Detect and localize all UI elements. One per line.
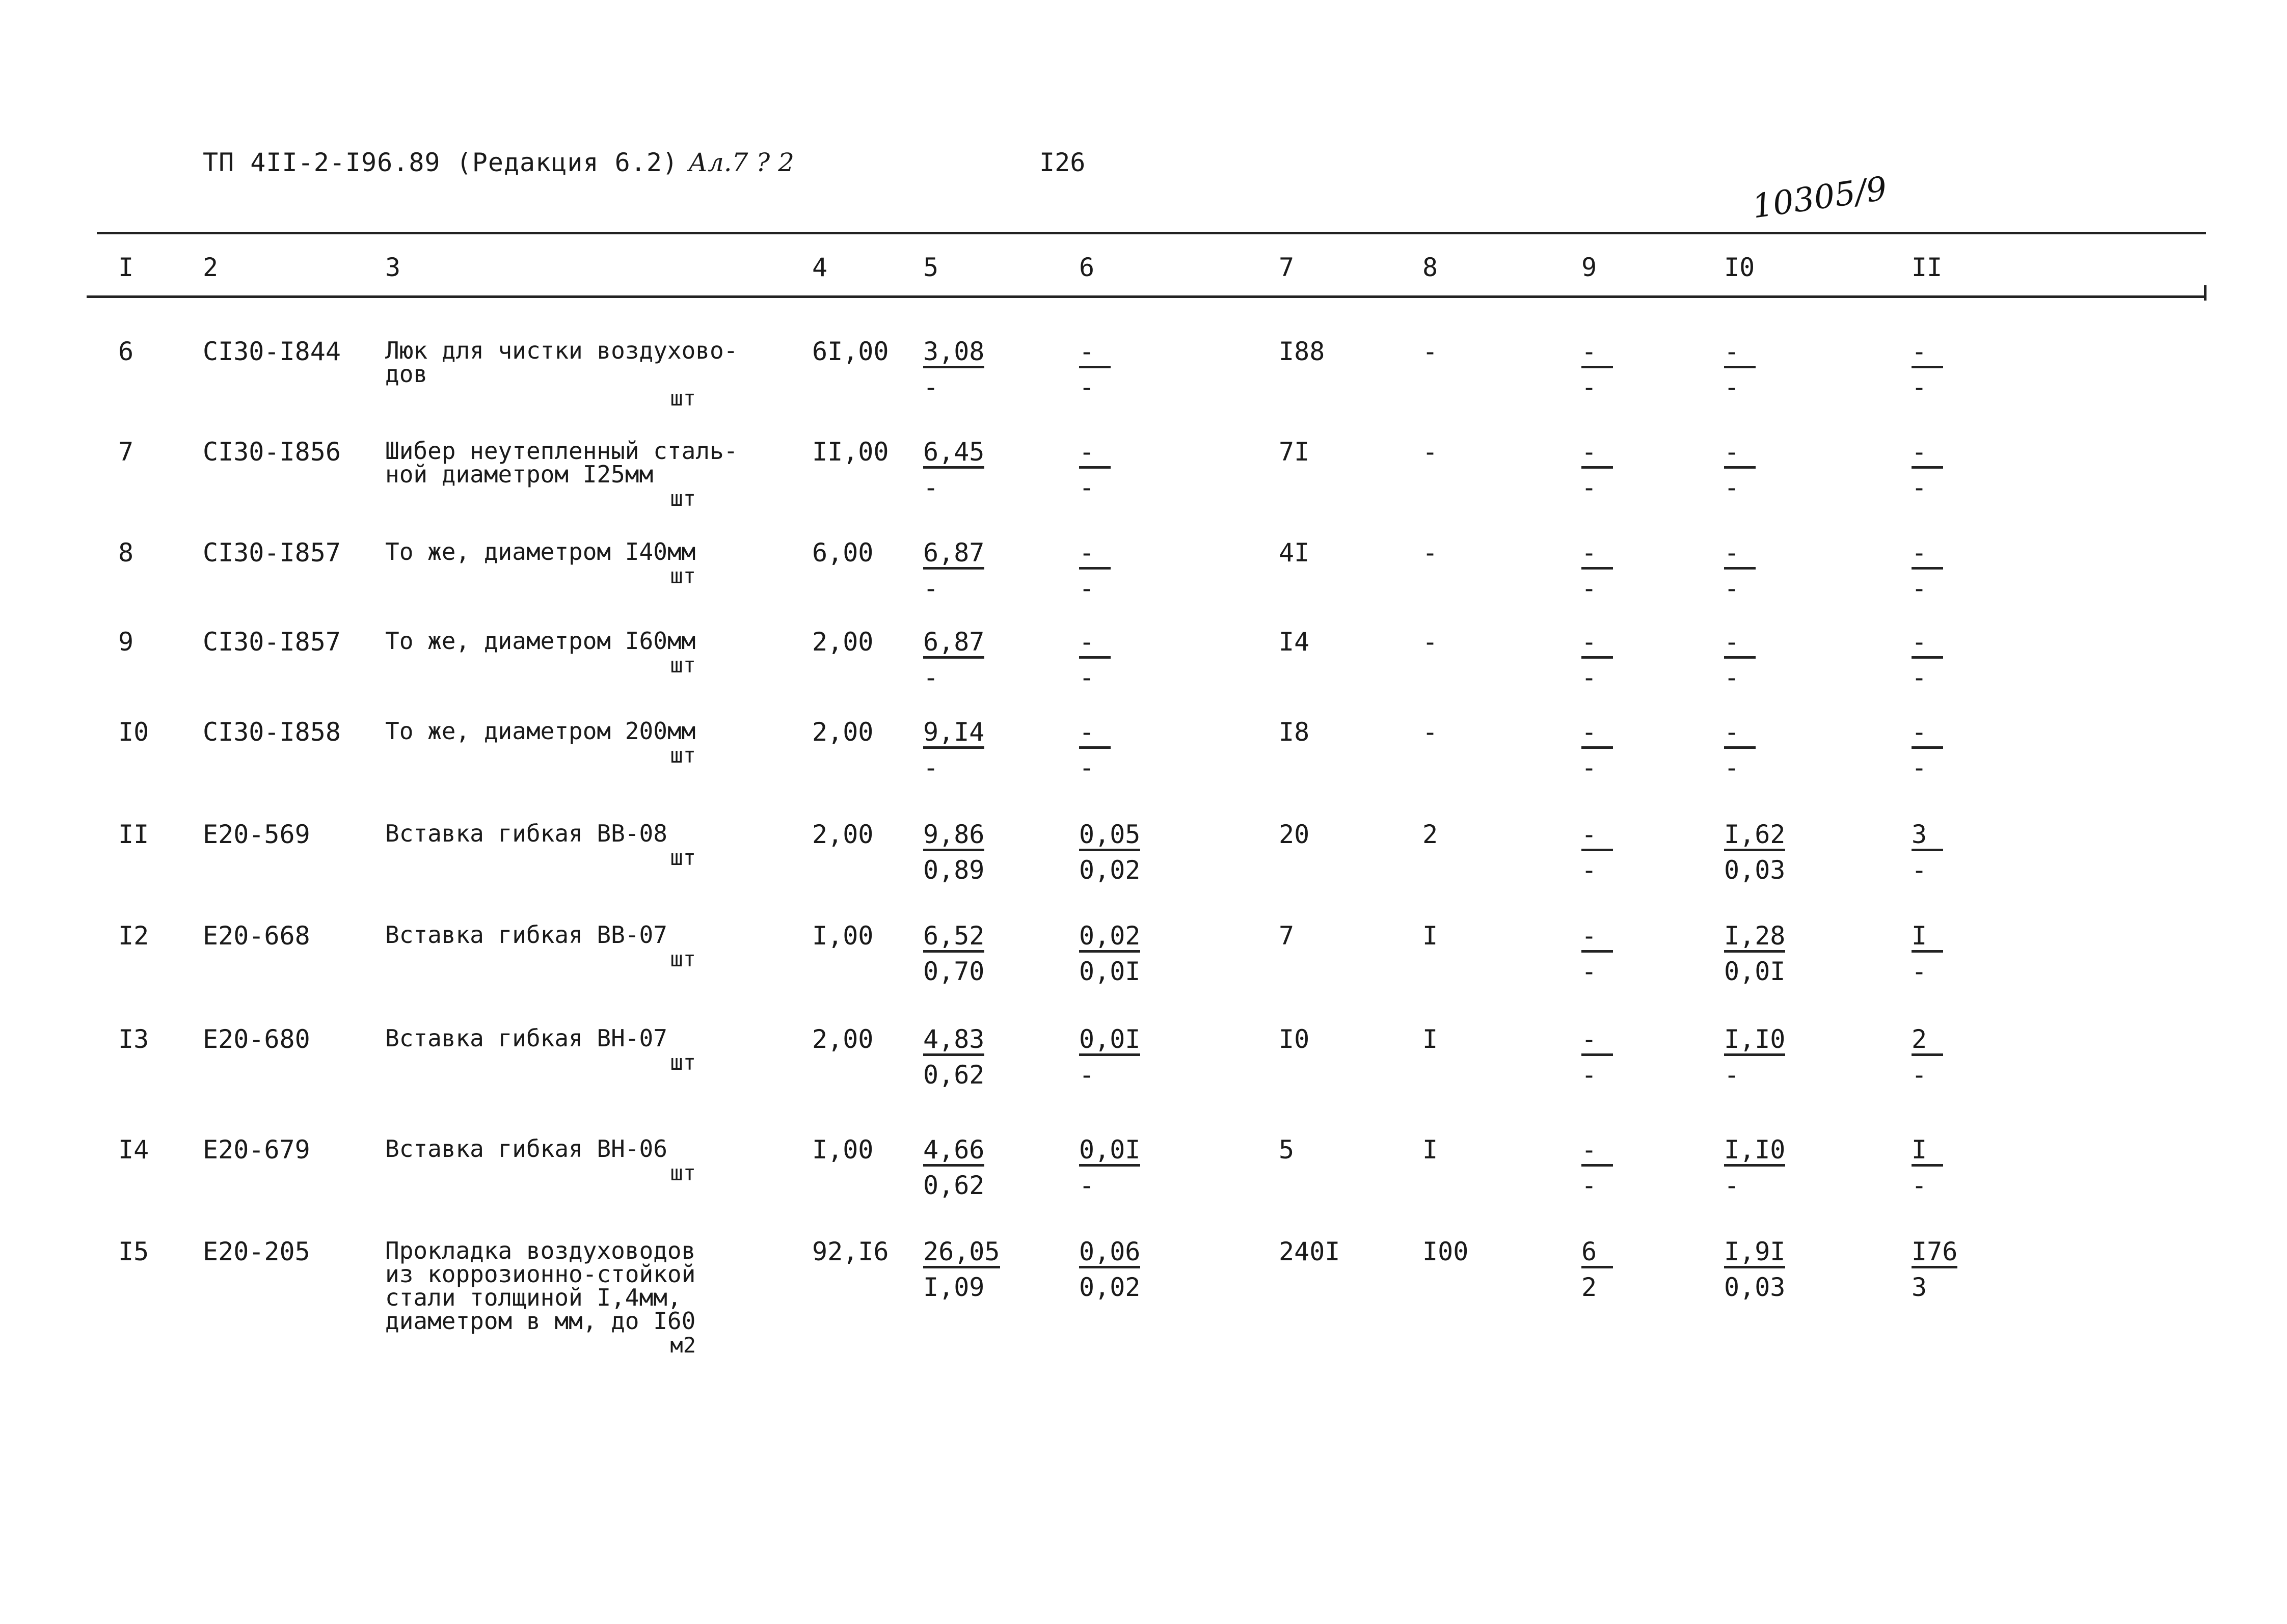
row-number: 6 <box>118 337 134 366</box>
col6-value: - - <box>1079 540 1111 601</box>
description-line: То же, диаметром I40мм <box>385 538 696 565</box>
unit-of-measure: шт <box>670 845 696 870</box>
col6-value: - - <box>1079 339 1111 400</box>
row-number: 8 <box>118 538 134 567</box>
col10-value: I,I0 - <box>1724 1024 1786 1090</box>
description-line: Прокладка воздуховодов <box>385 1237 696 1264</box>
col8-value: - <box>1422 717 1438 747</box>
quantity: 92,I6 <box>812 1237 889 1266</box>
resource-code: E20-569 <box>203 820 310 849</box>
col5-value: 6,87 - <box>923 538 985 603</box>
resource-code: E20-680 <box>203 1024 310 1054</box>
unit-of-measure: шт <box>670 386 696 411</box>
col6-value: $\frac{0,06}{0,02}$ <box>1079 1237 1141 1302</box>
col5-value: 6,45 - <box>923 437 985 502</box>
row-number: I0 <box>118 717 149 747</box>
col11-value: I - <box>1912 1137 1943 1198</box>
unit-of-measure: шт <box>670 563 696 588</box>
column-header: 9 <box>1581 253 1597 282</box>
table-top-rule <box>97 232 2206 234</box>
col10-value: - - <box>1724 540 1756 601</box>
resource-code: CI30-I857 <box>203 627 341 657</box>
resource-code: E20-668 <box>203 921 310 951</box>
quantity: I,00 <box>812 921 874 951</box>
handwritten-stamp: 10305/9 <box>1750 170 1890 226</box>
resource-code: CI30-I857 <box>203 538 341 567</box>
unit-of-measure: шт <box>670 1160 696 1185</box>
col5-value: $\frac{9,86}{0,89}$ <box>923 820 985 885</box>
quantity: 2,00 <box>812 820 874 849</box>
col8-value: I <box>1422 1024 1438 1054</box>
col9-value: - - <box>1581 629 1613 690</box>
col5-value: 3,08 - <box>923 337 985 402</box>
description-line: Вставка гибкая ВН-06 <box>385 1135 667 1162</box>
quantity: 2,00 <box>812 627 874 657</box>
col10-value: $\frac{I,9I}{0,03}$ <box>1724 1237 1786 1302</box>
description-line: Вставка гибкая ВН-07 <box>385 1024 667 1052</box>
col5-value: $\frac{6,52}{0,70}$ <box>923 921 985 986</box>
resource-code: CI30-I856 <box>203 437 341 467</box>
col6-value: - - <box>1079 439 1111 500</box>
resource-description <box>385 540 701 588</box>
column-header: II <box>1912 253 1943 282</box>
column-header: 8 <box>1422 253 1438 282</box>
row-number: I5 <box>118 1237 149 1266</box>
description-line: Вставка гибкая ВВ-08 <box>385 820 667 847</box>
col7-value: 240I <box>1279 1237 1340 1266</box>
description-line: стали толщиной I,4мм, <box>385 1284 682 1311</box>
quantity: 6I,00 <box>812 337 889 366</box>
col7-value: 20 <box>1279 820 1310 849</box>
col7-value: I0 <box>1279 1024 1310 1054</box>
col11-value: - - <box>1912 339 1943 400</box>
page-number: I26 <box>1039 148 1086 177</box>
quantity: II,00 <box>812 437 889 467</box>
description-line: То же, диаметром I60мм <box>385 627 696 655</box>
col8-value: I00 <box>1422 1237 1469 1266</box>
column-header: 7 <box>1279 253 1295 282</box>
quantity: 2,00 <box>812 717 874 747</box>
resource-description <box>385 437 738 511</box>
resource-code: E20-205 <box>203 1237 310 1266</box>
col7-value: 5 <box>1279 1135 1295 1165</box>
col11-value: 2 - <box>1912 1026 1943 1088</box>
row-number: I2 <box>118 921 149 951</box>
col11-value: - - <box>1912 540 1943 601</box>
resource-description <box>385 923 701 971</box>
description-line: ной диаметром I25мм <box>385 461 654 488</box>
col10-value: $\frac{I,28}{0,0I}$ <box>1724 921 1786 986</box>
row-number: II <box>118 820 149 849</box>
col7-value: I4 <box>1279 627 1310 657</box>
unit-of-measure: м2 <box>670 1333 696 1358</box>
column-header: 6 <box>1079 253 1095 282</box>
col9-value: - - <box>1581 540 1613 601</box>
col8-value: 2 <box>1422 820 1438 849</box>
resource-code: CI30-I844 <box>203 337 341 366</box>
col7-value: 7 <box>1279 921 1295 951</box>
col8-value: - <box>1422 538 1438 567</box>
row-number: I4 <box>118 1135 149 1165</box>
col9-value: - - <box>1581 923 1613 984</box>
col9-value: - - <box>1581 719 1613 780</box>
description-line: Шибер неутепленный сталь- <box>385 437 738 465</box>
col6-value: $\frac{0,02}{0,0I}$ <box>1079 921 1141 986</box>
resource-code: CI30-I858 <box>203 717 341 747</box>
description-line: диаметром в мм, до I60 <box>385 1307 696 1335</box>
col9-value: $\frac{6}{2}$ <box>1581 1239 1613 1300</box>
col8-value: I <box>1422 1135 1438 1165</box>
quantity: 6,00 <box>812 538 874 567</box>
col10-value: $\frac{I,62}{0,03}$ <box>1724 820 1786 885</box>
description-line: Люк для чистки воздухово- <box>385 337 738 364</box>
col9-value: - - <box>1581 822 1613 883</box>
resource-description <box>385 1239 701 1357</box>
col6-value: 0,0I - <box>1079 1135 1141 1200</box>
col6-value: 0,0I - <box>1079 1024 1141 1090</box>
col7-value: 7I <box>1279 437 1310 467</box>
description-line: То же, диаметром 200мм <box>385 717 696 745</box>
col9-value: - - <box>1581 1026 1613 1088</box>
unit-of-measure: шт <box>670 1050 696 1075</box>
unit-of-measure: шт <box>670 486 696 511</box>
col11-value: - - <box>1912 629 1943 690</box>
row-number: I3 <box>118 1024 149 1054</box>
rule-end-tick <box>2204 285 2207 301</box>
col5-value: 9,I4 - <box>923 717 985 782</box>
col5-value: $\frac{4,83}{0,62}$ <box>923 1024 985 1090</box>
column-header: I0 <box>1724 253 1755 282</box>
row-number: 9 <box>118 627 134 657</box>
description-line: Вставка гибкая ВВ-07 <box>385 921 667 949</box>
col10-value: - - <box>1724 439 1756 500</box>
col8-value: - <box>1422 627 1438 657</box>
unit-of-measure: шт <box>670 743 696 768</box>
resource-description <box>385 822 701 870</box>
resource-description <box>385 337 738 411</box>
description-line: дов <box>385 360 428 388</box>
column-header: 5 <box>923 253 939 282</box>
col5-value: $\frac{26,05}{I,09}$ <box>923 1237 1000 1302</box>
quantity: I,00 <box>812 1135 874 1165</box>
col10-value: - - <box>1724 339 1756 400</box>
col11-value: 3 - <box>1912 822 1943 883</box>
col5-value: 6,87 - <box>923 627 985 692</box>
document-code: ТП 4II-2-I96.89 (Редакция 6.2) <box>203 148 679 177</box>
col6-value: $\frac{0,05}{0,02}$ <box>1079 820 1141 885</box>
resource-description <box>385 719 701 767</box>
quantity: 2,00 <box>812 1024 874 1054</box>
col6-value: - - <box>1079 719 1111 780</box>
col11-value: - - <box>1912 719 1943 780</box>
col5-value: $\frac{4,66}{0,62}$ <box>923 1135 985 1200</box>
unit-of-measure: шт <box>670 653 696 678</box>
handwritten-reference: Ал.7 ? 2 <box>688 148 794 177</box>
col10-value: - - <box>1724 629 1756 690</box>
column-header: 2 <box>203 253 219 282</box>
col11-value: - - <box>1912 439 1943 500</box>
col7-value: I88 <box>1279 337 1325 366</box>
col6-value: - - <box>1079 629 1111 690</box>
col7-value: 4I <box>1279 538 1310 567</box>
header-bottom-rule <box>87 295 2206 298</box>
resource-code: E20-679 <box>203 1135 310 1165</box>
column-header: 3 <box>385 253 401 282</box>
resource-description <box>385 1026 701 1074</box>
column-header: I <box>118 253 134 282</box>
column-header: 4 <box>812 253 828 282</box>
col9-value: - - <box>1581 339 1613 400</box>
resource-description <box>385 1137 701 1185</box>
col10-value: - - <box>1724 719 1756 780</box>
col9-value: - - <box>1581 439 1613 500</box>
document-header <box>203 148 794 177</box>
col9-value: - - <box>1581 1137 1613 1198</box>
col8-value: I <box>1422 921 1438 951</box>
row-number: 7 <box>118 437 134 467</box>
col11-value: I - <box>1912 923 1943 984</box>
col11-value: $\frac{I76}{3}$ <box>1912 1237 1958 1302</box>
unit-of-measure: шт <box>670 946 696 971</box>
col10-value: I,I0 - <box>1724 1135 1786 1200</box>
resource-description <box>385 629 701 677</box>
col7-value: I8 <box>1279 717 1310 747</box>
col8-value: - <box>1422 337 1438 366</box>
col8-value: - <box>1422 437 1438 467</box>
description-line: из коррозионно-стойкой <box>385 1260 696 1288</box>
